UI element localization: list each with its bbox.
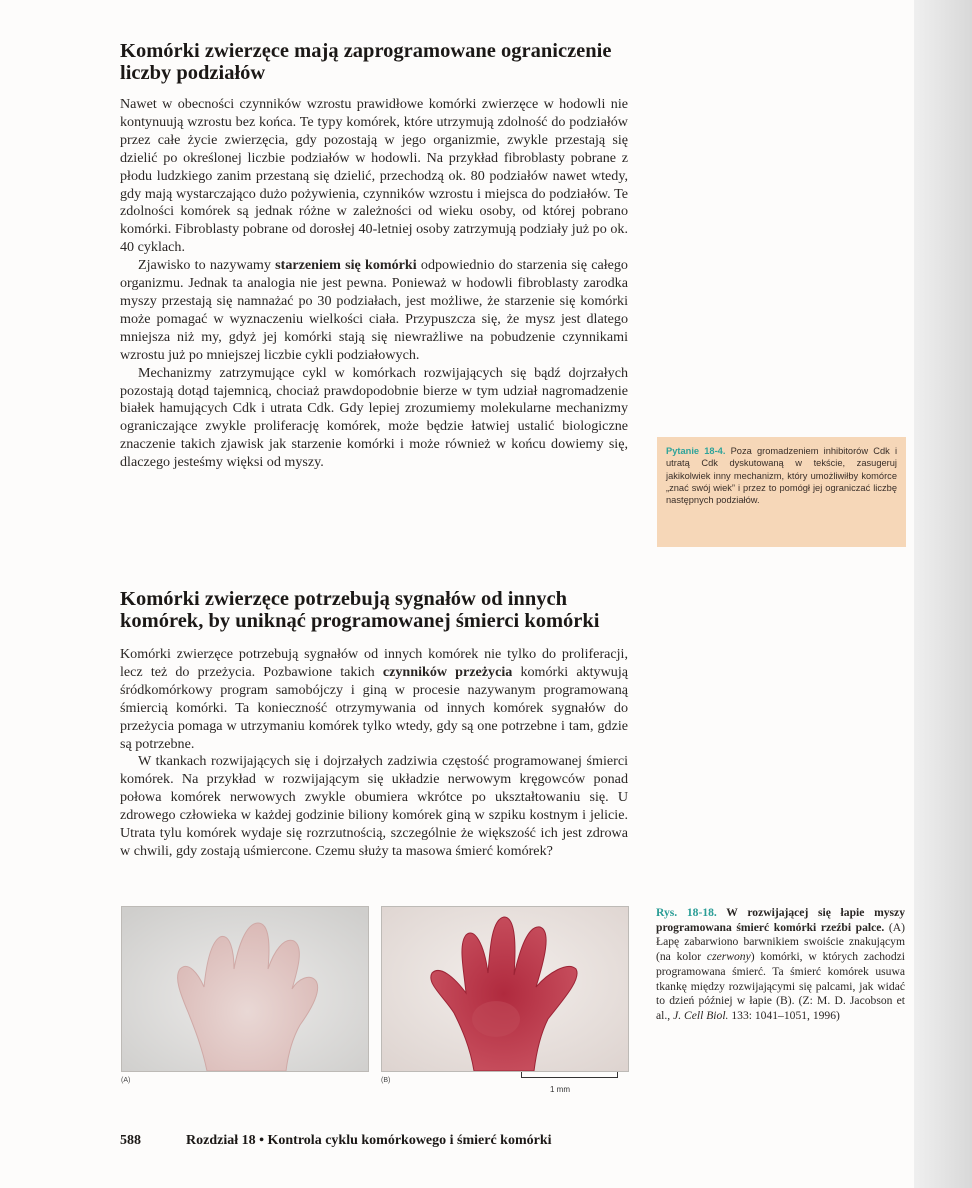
scale-bar: [521, 1072, 618, 1078]
paragraph: [120, 257, 628, 364]
text-run: Zjawisko to nazywamy: [138, 257, 276, 274]
section-heading-survival-signals: Komórki zwierzęce potrzebują sygnałów od innych komórek, by uniknąć programowanej śmierci komórki: [120, 588, 600, 632]
question-box: [657, 437, 906, 547]
key-term-senescence: starzeniem się komórki: [275, 257, 417, 274]
paragraph: Mechanizmy zatrzymujące cykl w komórkach rozwijających się bądź dojrzałych pozostają dotąd tajemnicą, chociaż prawdopodobnie bierze w tym udział nagromadzenie białek hamujących Cdk i utrata Cdk. Gdy lepiej zrozumiemy molekularne mechanizmy ograniczające zwykle proliferację komórek, może będzie łatwiej ustalić biologiczne znaczenie takich zjawisk jak starzenie komórki i może również w końcu dowiemy się, dlaczego jesteśmy więksi od myszy.: [120, 364, 628, 471]
paragraph: [120, 646, 628, 753]
figure-photo-b-mouse-paw: [381, 906, 629, 1072]
text-run: (A) Łapę zabarwiono barwnikiem swoiście znakującym (na kolor: [656, 920, 905, 964]
figure-title: W rozwijającej się łapie myszy programowana śmierć komórki rzeźbi palce.: [656, 906, 905, 934]
page-footer: [120, 1133, 640, 1149]
journal-name: J. Cell Biol.: [673, 1008, 729, 1022]
section-body-cell-death: [120, 646, 628, 861]
text-run: 133: 1041–1051, 1996): [728, 1008, 840, 1022]
text-run: odpowiednio do starzenia się całego organizmu. Jednak ta analogia nie jest pewna. Ponieważ w hodowli fibroblasty zarodka myszy przestają się namnażać po 30 podziałach, jest możliwe, że starzenie się komórki może pomagać w wyznaczeniu wielkości ciała. Przypuszcza się, że mysz jest dlatego mniejsza niż my, gdyż jej komórki stają się niewrażliwe na pobudzenie czynnikami wzrostu już po mniejszej liczbie cykli podziałowych.: [120, 257, 628, 363]
section-body-senescence: [120, 96, 628, 472]
figure-caption: [656, 906, 905, 1024]
question-label: Pytanie 18-4.: [666, 446, 726, 456]
paragraph: W tkankach rozwijających się i dojrzałych zadziwia częstość programowanej śmierci komórek. Na przykład w rozwijającym się układzie nerwowym kręgowców ponad połowa komórek nerwowych zwykle obumiera wkrótce po ukształtowaniu się. U zdrowego człowieka w każdej godzinie biliony komórek giną w szpiku kostnym i jelicie. Utrata tylu komórek wydaje się rozrzutnością, szczególnie że większość ich jest zdrowa w chwili, gdy zostają uśmiercone. Czemu służy ta masowa śmierć komórek?: [120, 753, 628, 859]
paragraph: Nawet w obecności czynników wzrostu prawidłowe komórki zwierzęce w hodowli nie kontynuują wzrostu bez końca. Te typy komórek, które utrzymują zdolność do podziałów przez całe życie zwierzęcia, gdy pozostają w jego organizmie, zwykle przestają się dzielić po określonej liczbie podziałów w hodowli. Na przykład fibroblasty pobrane z płodu ludzkiego zanim przestaną się dzielić, przechodzą ok. 80 podziałów nawet wtedy, gdy mają wystarczająco dużo pożywienia, czynników wzrostu i miejsca do podziałów. Te zdolności komórek są jednak różne w zależności od wieku osoby, od której pobrano komórki. Fibroblasty pobrane od dorosłej 40-letniej osoby zatrzymują podziały już po ok. 40 cyklach.: [120, 96, 628, 256]
scale-bar-label: 1 mm: [550, 1085, 570, 1094]
page-number: 588: [120, 1133, 141, 1148]
figure-label-a: (A): [121, 1077, 131, 1084]
text-run: czerwony: [706, 950, 751, 964]
figure-photo-a-mouse-paw: [121, 906, 369, 1072]
question-text: Poza gromadzeniem inhibitorów Cdk i utratą Cdk dyskutowaną w tekście, zasugeruj jakikolwiek inny mechanizm, który umożliwiłby komórce „znać swój wiek” i przez to pomógł jej ograniczać liczbę następnych podziałów.: [666, 446, 898, 506]
text-run: ) komórki, w których zachodzi programowana śmierć. Ta śmierć komórek usuwa tkankę między rozwijającymi się palcami, jak widać to dzień później w łapie (B). (Z: M. D. Jacobson et al.,: [656, 950, 906, 1022]
figure-number: Rys. 18-18.: [656, 906, 717, 919]
page-gutter-shadow: [914, 0, 972, 1188]
section-heading-cell-division-limit: Komórki zwierzęce mają zaprogramowane ograniczenie liczby podziałów: [120, 40, 612, 84]
chapter-running-title: Rozdział 18 • Kontrola cyklu komórkowego i śmierć komórki: [186, 1133, 552, 1148]
key-term-survival-factors: czynników przeżycia: [382, 663, 513, 680]
text-run: komórki aktywują śródkomórkowy program samobójczy i giną w procesie nazywanym programowaną śmiercią komórki. Ta konieczność otrzymywania od innych komórek sygnałów do przeżycia pomaga w utrzymaniu komórek tylko wtedy, gdy są one potrzebne i tam, gdzie są potrzebne.: [120, 663, 628, 752]
text-run: Komórki zwierzęce potrzebują sygnałów od innych komórek nie tylko do proliferacji, lecz też do przeżycia. Pozbawione takich: [120, 646, 628, 680]
figure-label-b: (B): [381, 1077, 391, 1084]
